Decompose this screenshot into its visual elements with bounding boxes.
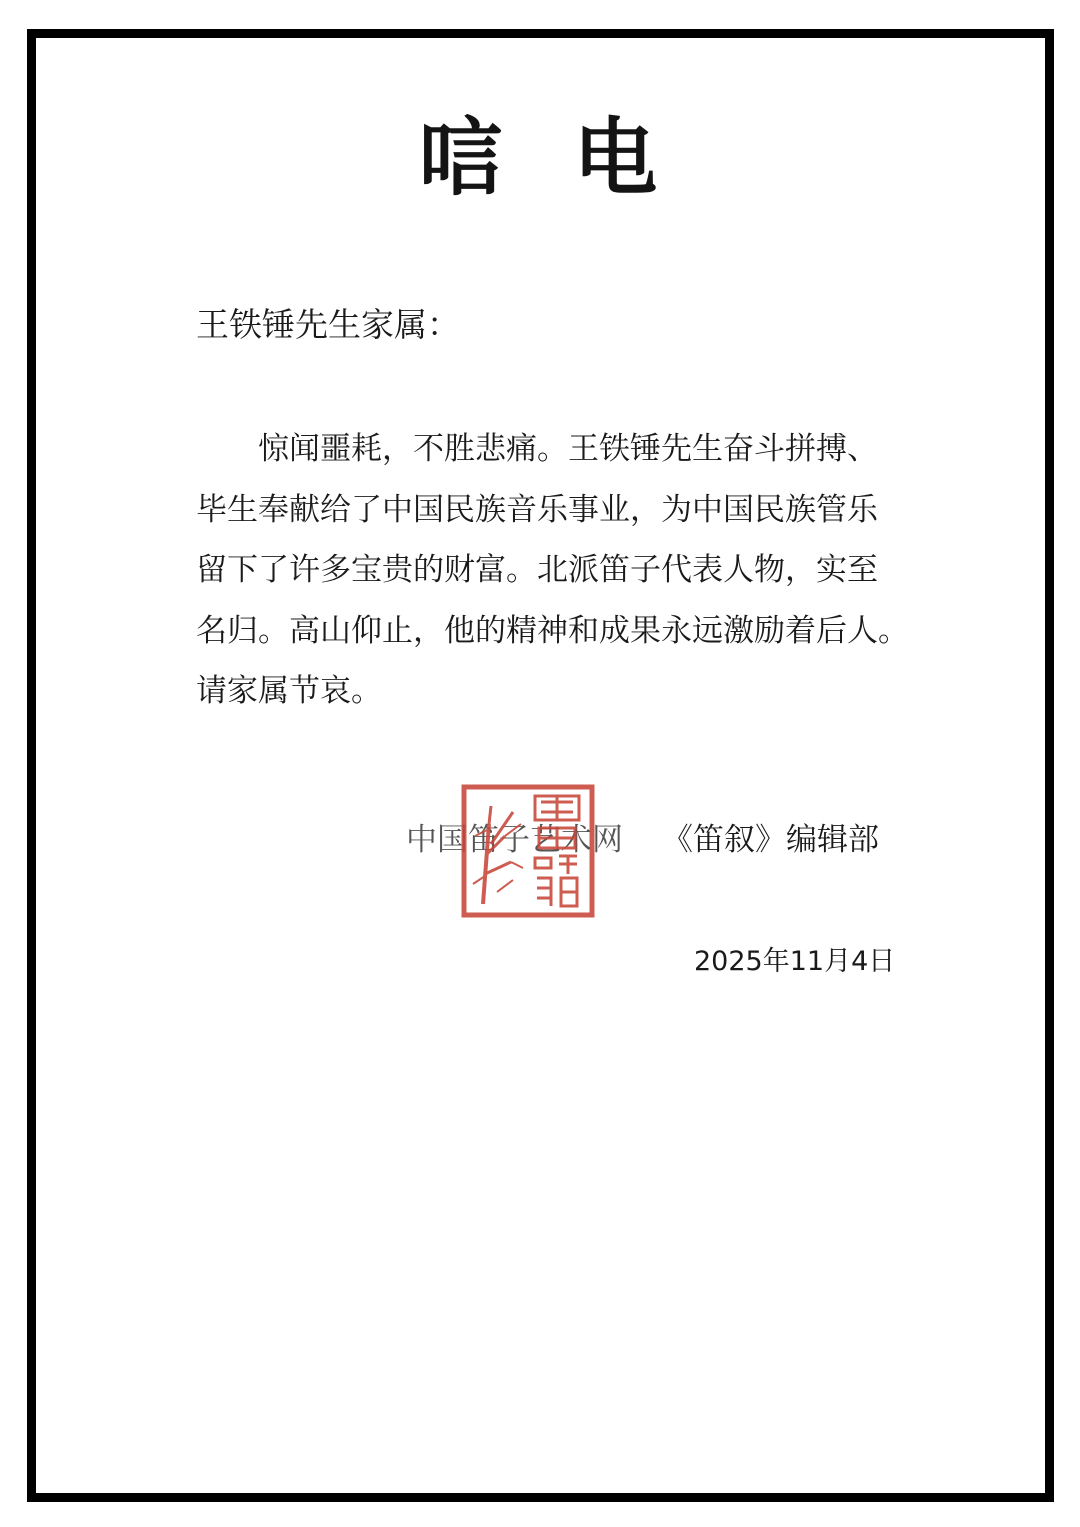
document-border [27, 29, 1054, 1502]
body-line: 请家属节哀。 [196, 673, 382, 709]
body-line: 惊闻噩耗，不胜悲痛。王铁锤先生奋斗拼搏、 [196, 431, 878, 467]
body-line: 留下了许多宝贵的财富。北派笛子代表人物，实至 [196, 552, 878, 588]
body-line: 名归。高山仰止，他的精神和成果永远激励着后人。 [196, 612, 909, 649]
signature-organization: 中国笛子艺术网 [406, 822, 623, 858]
seal-stamp [461, 784, 595, 918]
document-title: 唁 电 [418, 109, 662, 207]
salutation: 王铁锤先生家属： [196, 305, 460, 344]
body-line: 毕生奉献给了中国民族音乐事业，为中国民族管乐 [196, 491, 878, 528]
document-date: 2025年11月4日 [694, 946, 896, 977]
condolence-body [196, 419, 916, 722]
signature-department: 《笛叙》编辑部 [662, 822, 879, 858]
